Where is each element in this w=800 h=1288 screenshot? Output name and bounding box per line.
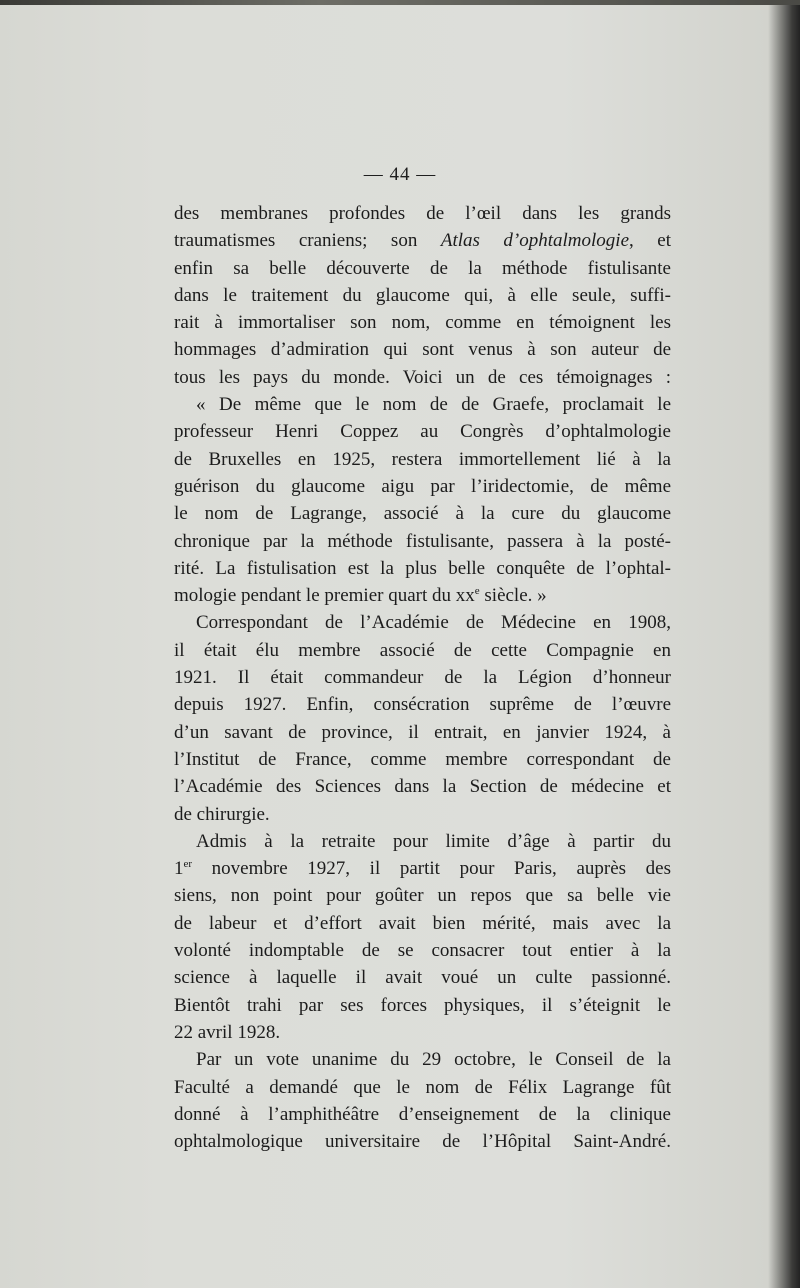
text-line: enfin sa belle découverte de la méthode fistulisante (174, 257, 671, 279)
text-line: des membranes profondes de l’œil dans les grands (174, 203, 671, 224)
text-line: Par un vote unanime du 29 octobre, le Conseil de la (196, 1049, 671, 1071)
text-line: mologie pendant le premier quart du $xx^e$ siècle. » (174, 585, 547, 607)
text-line: depuis 1927. Enfin, consécration suprême de l’œuvre (174, 694, 671, 716)
text-line: science à laquelle il avait voué un culte passionné. (174, 967, 671, 989)
text-line: chronique par la méthode fistulisante, passera à la posté- (174, 530, 671, 552)
text-line: professeur Henri Coppez au Congrès d’ophtalmologie (174, 421, 671, 443)
page-top-edge (0, 0, 800, 5)
text-line: 1921. Il était commandeur de la Légion d’honneur (174, 667, 671, 689)
text-line: rait à immortaliser son nom, comme en témoignent les (174, 312, 671, 334)
text-line: 1er novembre 1927, il partit pour Paris, auprès des (174, 858, 671, 880)
text-line: de labeur et d’effort avait bien mérité, mais avec la (174, 912, 671, 934)
text-line: Bientôt trahi par ses forces physiques, il s’éteignit le (174, 994, 671, 1016)
text-line: de chirurgie. (174, 803, 270, 825)
text-line: il était élu membre associé de cette Compagnie en (174, 639, 671, 661)
text-line: d’un savant de province, il entrait, en janvier 1924, à (174, 721, 671, 743)
page-number: — 44 — (363, 164, 437, 185)
text-line: de Bruxelles en 1925, restera immortellement lié à la (174, 448, 671, 470)
text-line: donné à l’amphithéâtre d’enseignement de la clinique (174, 1103, 671, 1125)
text-line: dans le traitement du glaucome qui, à elle seule, suffi- (174, 284, 671, 306)
text-line: hommages d’admiration qui sont venus à son auteur de (174, 339, 671, 361)
body-text (174, 200, 671, 1155)
text-line: traumatismes craniens; son Atlas d’ophtalmologie, et (174, 230, 672, 252)
text-line: ophtalmologique universitaire de l’Hôpital Saint-André. (174, 1131, 671, 1153)
text-line: tous les pays du monde. Voici un de ces témoignages : (174, 366, 671, 388)
text-line: 22 avril 1928. (174, 1021, 281, 1043)
text-line: le nom de Lagrange, associé à la cure du glaucome (174, 503, 671, 525)
text-line: l’Académie des Sciences dans la Section de médecine et (174, 776, 671, 798)
text-line: Faculté a demandé que le nom de Félix Lagrange fût (174, 1076, 671, 1098)
text-line: l’Institut de France, comme membre correspondant de (174, 748, 671, 770)
text-line: Admis à la retraite pour limite d’âge à partir du (196, 830, 671, 852)
text-line: volonté indomptable de se consacrer tout entier à la (174, 940, 671, 962)
text-line: rité. La fistulisation est la plus belle conquête de l’ophtal- (174, 557, 671, 579)
text-line: guérison du glaucome aigu par l’iridectomie, de même (174, 475, 671, 497)
text-line: « De même que le nom de de Graefe, proclamait le (196, 394, 671, 416)
text-line: Correspondant de l’Académie de Médecine en 1908, (196, 612, 671, 634)
text-line: siens, non point pour goûter un repos que sa belle vie (174, 885, 671, 907)
